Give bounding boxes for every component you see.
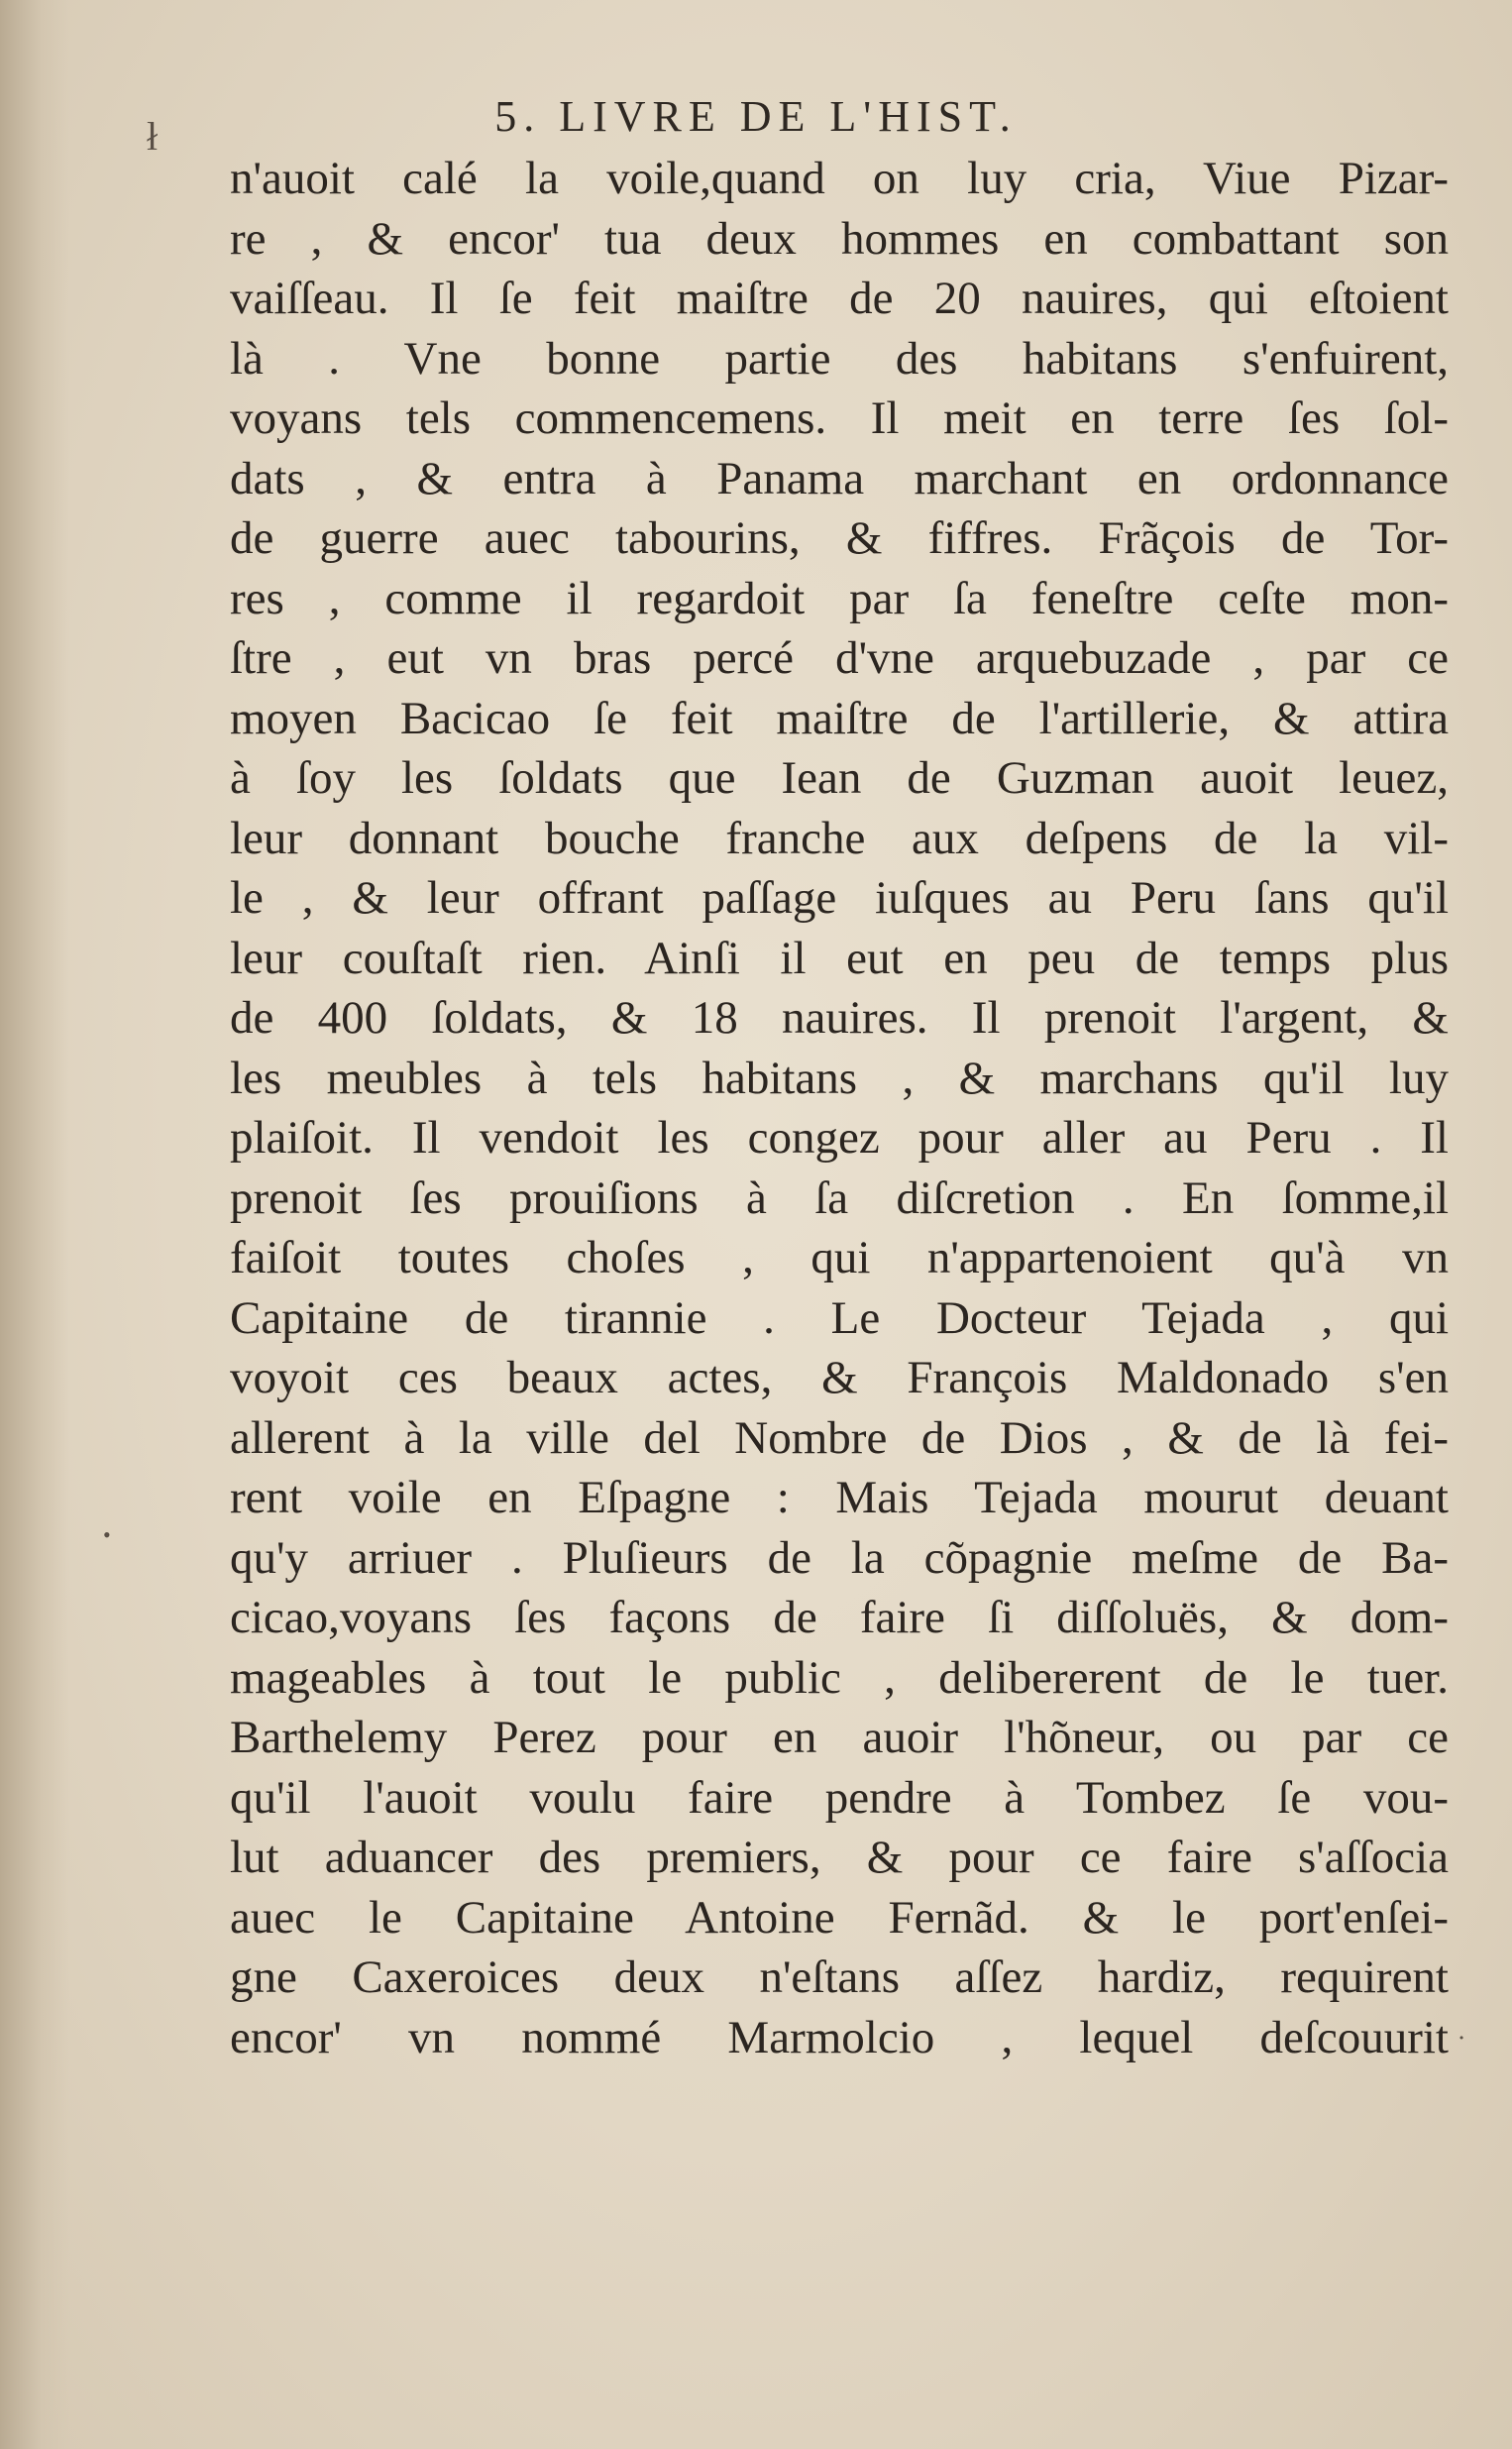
text-line: les meubles à tels habitans , & marchans qu'il luy bbox=[230, 1052, 1449, 1104]
text-line: vaiſſeau. Il ſe feit maiſtre de 20 nauires, qui eſtoient bbox=[230, 273, 1449, 324]
text-line: voyoit ces beaux actes, & François Maldonado s'en bbox=[230, 1352, 1449, 1403]
text-line: mageables à tout le public , delibererent de le tuer. bbox=[230, 1651, 1449, 1704]
text-line: là . Vne bonne partie des habitans s'enfuirent, bbox=[230, 332, 1449, 385]
text-line: auec le Capitaine Antoine Fernãd. & le port'enſei- bbox=[230, 1891, 1449, 1944]
text-line: cicao,voyans ſes façons de faire ſi diſſoluës, & dom- bbox=[230, 1592, 1449, 1643]
text-line: prenoit ſes prouiſions à ſa diſcretion . En ſomme,il bbox=[230, 1171, 1449, 1224]
text-line: n'auoit calé la voile,quand on luy cria, Viue Pizar- bbox=[230, 153, 1449, 204]
text-line: qu'il l'auoit voulu faire pendre à Tombez ſe vou- bbox=[230, 1771, 1449, 1824]
text-line: Barthelemy Perez pour en auoir l'hõneur, ou par ce bbox=[230, 1712, 1449, 1763]
text-line: leur donnant bouche franche aux deſpens de la vil- bbox=[230, 812, 1449, 864]
text-line: le , & leur offrant paſſage iuſques au Peru ſans qu'il bbox=[230, 872, 1449, 924]
running-head: 5. LIVRE DE L'HIST. bbox=[494, 92, 1018, 141]
text-line: encor' vn nommé Marmolcio , lequel deſcouurit bbox=[230, 2011, 1449, 2063]
text-line: de 400 ſoldats, & 18 nauires. Il prenoit l'argent, & bbox=[230, 992, 1449, 1044]
text-line: faiſoit toutes choſes , qui n'appartenoient qu'à vn bbox=[230, 1232, 1449, 1283]
text-line: moyen Bacicao ſe feit maiſtre de l'artillerie, & attira bbox=[230, 692, 1449, 744]
text-line: rent voile en Eſpagne : Mais Tejada mourut deuant bbox=[230, 1472, 1449, 1523]
margin-mark-top-left: ł bbox=[147, 114, 159, 159]
page-gutter-shadow bbox=[0, 0, 69, 2449]
text-line: à ſoy les ſoldats que Iean de Guzman auoit leuez, bbox=[230, 752, 1449, 804]
margin-mark-left: • bbox=[103, 1522, 111, 1547]
text-line: dats , & entra à Panama marchant en ordonnance bbox=[230, 452, 1449, 504]
text-line: ſtre , eut vn bras percé d'vne arquebuzade , par ce bbox=[230, 632, 1449, 684]
text-line: lut aduancer des premiers, & pour ce faire s'aſſocia bbox=[230, 1832, 1449, 1883]
text-line: plaiſoit. Il vendoit les congez pour aller au Peru . Il bbox=[230, 1112, 1449, 1164]
body-text bbox=[230, 149, 1449, 2067]
margin-mark-right: ˙ bbox=[1457, 2030, 1466, 2062]
text-line: de guerre auec tabourins, & fiffres. Frãçois de Tor- bbox=[230, 512, 1449, 564]
text-line: allerent à la ville del Nombre de Dios , & de là fei- bbox=[230, 1411, 1449, 1464]
text-line: qu'y arriuer . Pluſieurs de la cõpagnie meſme de Ba- bbox=[230, 1531, 1449, 1584]
text-line: Capitaine de tirannie . Le Docteur Tejada , qui bbox=[230, 1291, 1449, 1344]
text-line: re , & encor' tua deux hommes en combattant son bbox=[230, 212, 1449, 265]
text-line: voyans tels commencemens. Il meit en terre ſes ſol- bbox=[230, 392, 1449, 444]
text-line: leur couſtaſt rien. Ainſi il eut en peu de temps plus bbox=[230, 932, 1449, 984]
text-line: gne Caxeroices deux n'eſtans aſſez hardiz, requirent bbox=[230, 1951, 1449, 2003]
text-line: res , comme il regardoit par ſa feneſtre ceſte mon- bbox=[230, 572, 1449, 624]
